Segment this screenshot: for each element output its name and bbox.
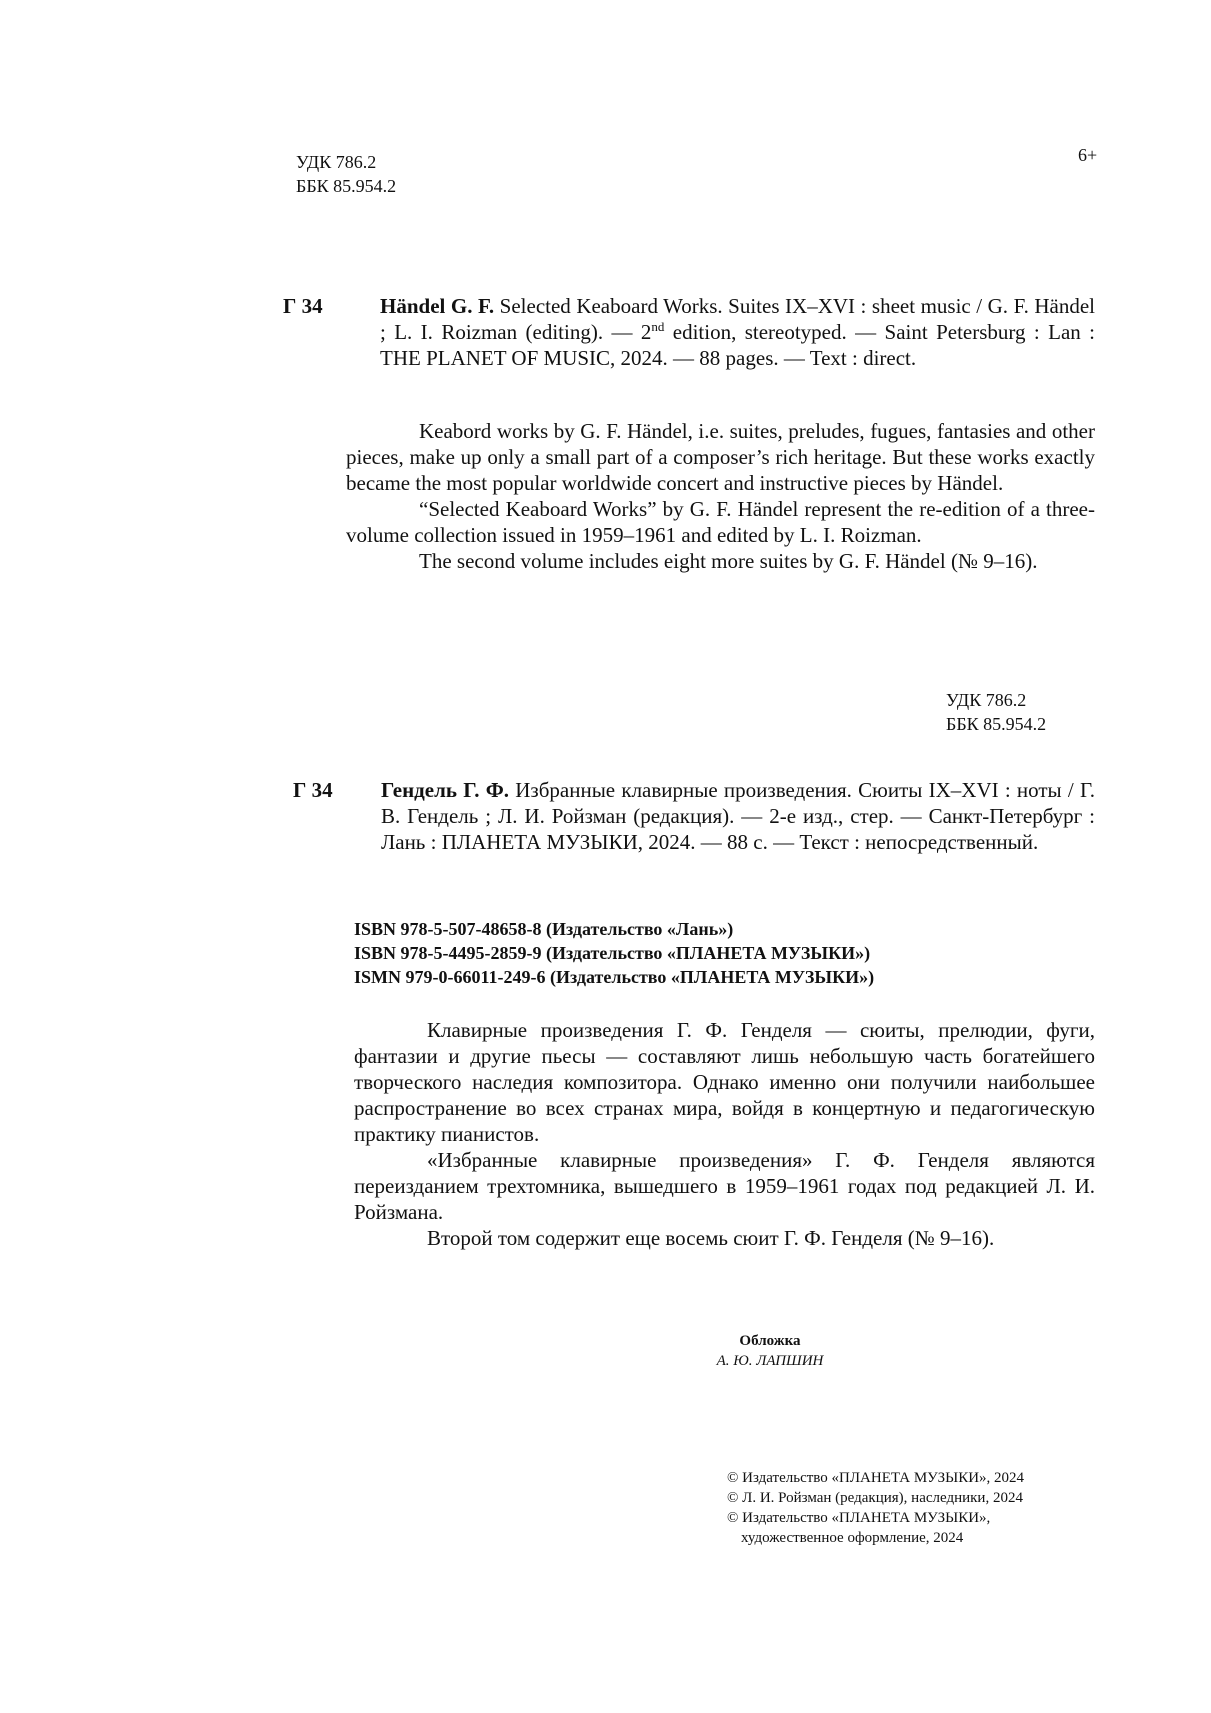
udk-code: УДК 786.2 — [296, 152, 377, 172]
bbk-code: ББК 85.954.2 — [296, 176, 397, 196]
russian-bibliographic-entry — [293, 777, 1095, 855]
isbn-list — [354, 917, 874, 989]
abstract-paragraph: Клавирные произведения Г. Ф. Генделя — сюиты, прелюдии, фуги, фантазии и другие пьесы — составляют лишь небольшую часть богатейшего творческого наследия композитора. Однако именно они получили наибольшее распространение во всех странах мира, войдя в концертную и педагогическую практику пианистов. — [354, 1018, 1095, 1146]
entry-author: Гендель Г. Ф. — [381, 778, 510, 802]
entry-code: Г 34 — [283, 294, 323, 318]
age-rating: 6+ — [1078, 145, 1098, 165]
abstract-paragraph: Keabord works by G. F. Händel, i.e. suites, preludes, fugues, fantasies and other pieces, make up only a small part of a composer’s rich heritage. But these works exactly became the most popular worldwide concert and instructive pieces by Händel. — [346, 419, 1095, 495]
edition-superscript: nd — [651, 319, 665, 334]
isbn-line: ISBN 978-5-507-48658-8 (Издательство «Лань») — [354, 919, 734, 939]
entry-text-part-1: Selected Keaboard Works. Suites IX–XVI : sheet music / G. F. Händel ; L. I. Roizman (editing). — 2 — [380, 294, 1095, 344]
bbk-code: ББК 85.954.2 — [946, 714, 1047, 734]
copyright-line: художественное оформление, 2024 — [741, 1530, 964, 1546]
udk-code: УДК 786.2 — [946, 690, 1027, 710]
entry-description — [381, 777, 1095, 855]
entry-text-part-2: edition, stereotyped. — Saint Petersburg : Lan : THE PLANET OF MUSIC, 2024. — 88 pages. — Text : direct. — [380, 320, 1095, 370]
copyright-block — [727, 1468, 1024, 1548]
copyright-line: © Издательство «ПЛАНЕТА МУЗЫКИ», — [727, 1510, 991, 1526]
mid-classification-codes — [946, 688, 1046, 736]
copyright-line: © Издательство «ПЛАНЕТА МУЗЫКИ», 2024 — [727, 1470, 1025, 1486]
entry-code: Г 34 — [293, 778, 333, 802]
english-bibliographic-entry — [283, 293, 1095, 371]
copyright-line: © Л. И. Ройзман (редакция), наследники, 2024 — [727, 1490, 1023, 1506]
entry-description — [380, 293, 1095, 371]
abstract-paragraph: “Selected Keaboard Works” by G. F. Händel represent the re-edition of a three-volume collection issued in 1959–1961 and edited by L. I. Roizman. — [346, 497, 1095, 547]
russian-abstract — [354, 1017, 1095, 1251]
cover-artist: А. Ю. ЛАПШИН — [716, 1353, 824, 1369]
entry-author: Händel G. F. — [380, 294, 495, 318]
cover-credit — [560, 1331, 980, 1371]
entry-text: Избранные клавирные произведения. Сюиты IX–XVI : ноты / Г. В. Гендель ; Л. И. Ройзман (редакция). — 2-е изд., стер. — Санкт-Петербург : Лань : ПЛАНЕТА МУЗЫКИ, 2024. — 88 с. — Текст : непосредственный. — [381, 778, 1095, 854]
abstract-paragraph: «Избранные клавирные произведения» Г. Ф. Генделя являются переизданием трехтомника, вышедшего в 1959–1961 годах под редакцией Л. И. Ройзмана. — [354, 1148, 1095, 1224]
isbn-line: ISBN 978-5-4495-2859-9 (Издательство «ПЛАНЕТА МУЗЫКИ») — [354, 943, 871, 963]
abstract-paragraph: Второй том содержит еще восемь сюит Г. Ф. Генделя (№ 9–16). — [427, 1226, 995, 1250]
english-abstract — [346, 418, 1095, 574]
top-classification-codes — [296, 150, 396, 198]
cover-label: Обложка — [739, 1333, 801, 1349]
ismn-line: ISMN 979-0-66011-249-6 (Издательство «ПЛАНЕТА МУЗЫКИ») — [354, 967, 875, 987]
abstract-paragraph: The second volume includes eight more suites by G. F. Händel (№ 9–16). — [419, 549, 1038, 573]
